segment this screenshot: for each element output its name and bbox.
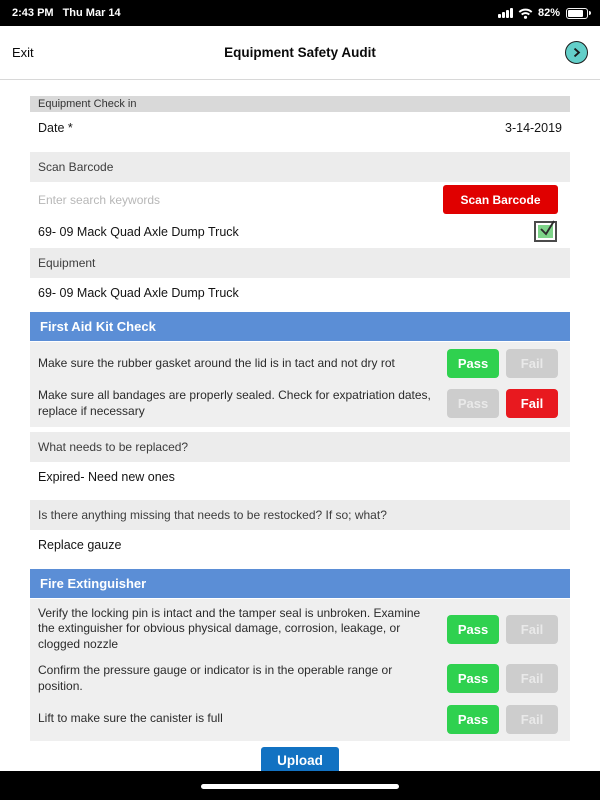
status-bar [0,0,600,26]
checklist-item [30,344,570,383]
checklist-item [30,700,570,739]
checklist-item-text: Lift to make sure the canister is full [38,711,223,726]
fail-button[interactable]: Fail [506,615,558,644]
checklist-header-fire-extinguisher: Fire Extinguisher [30,569,570,598]
question-answer[interactable]: Expired- Need new ones [38,469,175,484]
pass-button[interactable]: Pass [447,705,499,734]
checklist-header-first-aid: First Aid Kit Check [30,312,570,341]
search-input[interactable] [38,193,443,207]
section-header-equipment-check-in: Equipment Check in [30,96,570,112]
battery-icon [566,8,588,19]
next-button[interactable] [565,41,588,64]
date-field-row [30,112,570,146]
status-time: 2:43 PM [12,7,54,19]
question-answer[interactable]: Replace gauze [38,537,122,552]
chevron-right-icon [571,47,582,58]
fail-button[interactable]: Fail [506,389,558,418]
checklist-block-fire-extinguisher [30,599,570,741]
equipment-result-label: 69- 09 Mack Quad Axle Dump Truck [38,224,239,239]
equipment-result-row[interactable] [30,217,570,248]
navigation-bar [0,26,600,80]
checklist-item-text: Verify the locking pin is intact and the tamper seal is unbroken. Examine the extinguisher for obvious physical damage, corrosion, leakage, or clogged nozzle [38,605,421,652]
wifi-icon [518,8,533,19]
checklist-item [30,658,570,700]
checklist-block-first-aid [30,342,570,427]
cellular-signal-icon [498,8,513,18]
date-value[interactable]: 3-14-2019 [505,121,562,135]
checklist-item [30,601,570,658]
checklist-item [30,383,570,425]
fail-button[interactable]: Fail [506,705,558,734]
exit-button[interactable]: Exit [12,45,34,60]
bottom-bar [0,771,600,800]
question-header: Is there anything missing that needs to be restocked? If so; what? [30,500,570,530]
page-title: Equipment Safety Audit [224,45,376,60]
scan-barcode-button[interactable]: Scan Barcode [443,185,558,214]
pass-button[interactable]: Pass [447,664,499,693]
fail-button[interactable]: Fail [506,349,558,378]
pass-button[interactable]: Pass [447,349,499,378]
fail-button[interactable]: Fail [506,664,558,693]
battery-percent: 82% [537,7,560,19]
equipment-value: 69- 09 Mack Quad Axle Dump Truck [38,286,239,300]
home-indicator[interactable] [201,784,399,789]
date-label: Date * [38,121,73,135]
status-date: Thu Mar 14 [62,7,121,19]
pass-button[interactable]: Pass [447,389,499,418]
pass-button[interactable]: Pass [447,615,499,644]
question-header: What needs to be replaced? [30,432,570,462]
checklist-item-text: Make sure the rubber gasket around the lid is in tact and not dry rot [38,355,395,370]
checklist-item-text: Confirm the pressure gauge or indicator is in the operable range or position. [38,663,393,693]
upload-button[interactable]: Upload [261,747,339,771]
form-content [0,80,600,771]
section-header-equipment: Equipment [30,248,570,278]
checkmark-icon [538,218,556,236]
section-header-scan-barcode: Scan Barcode [30,152,570,182]
checklist-item-text: Make sure all bandages are properly sealed. Check for expatriation dates, replace if necessary [38,388,431,418]
search-row [30,182,570,217]
equipment-selected-checkbox[interactable] [534,221,557,242]
